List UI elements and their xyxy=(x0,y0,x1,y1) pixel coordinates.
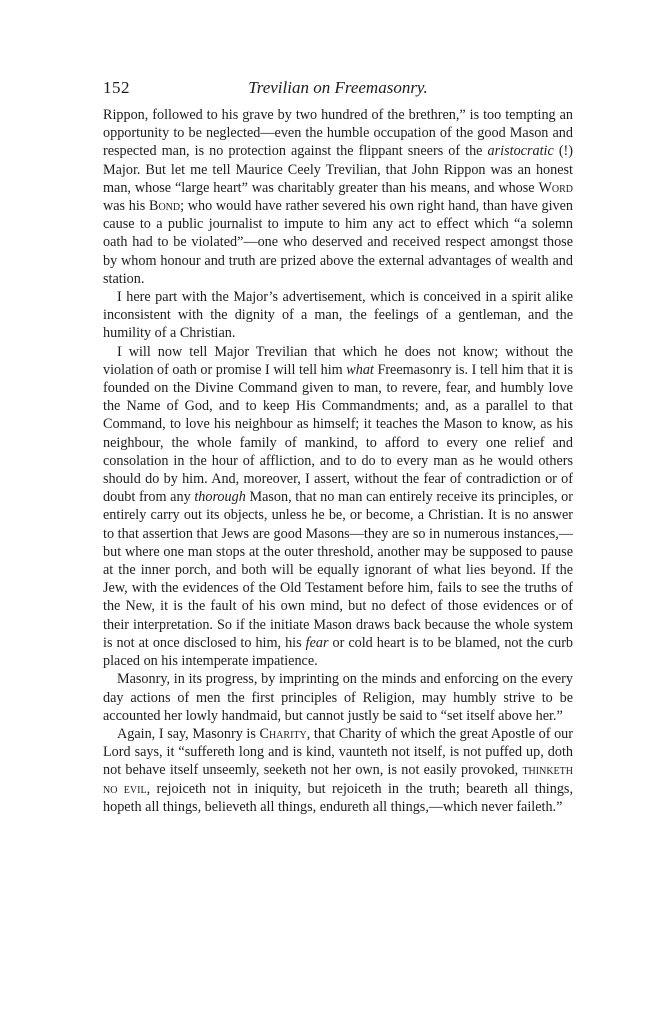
italic-text: what xyxy=(346,361,374,378)
text-run: ; who would have rather severed his own right hand, than have given cause to a public journalist to impute to him any act to effect which “a solemn oath had to be violated”—one who deserved and received respect amongst those by whom honour and truth are prized above the external advantages of wealth and station. xyxy=(103,198,574,287)
italic-text: aristocratic xyxy=(487,143,554,160)
paragraph xyxy=(103,725,573,816)
body-text xyxy=(103,106,573,816)
text-run: I here part with the Major’s advertisement, which is conceived in a spirit alike inconsistent with the dignity of a man, the feelings of a gentleman, and the humility of a Christian. xyxy=(103,289,573,342)
text-run: Rippon, followed to his grave by two hundred of the brethren,” is too tempting an opportunity to be neglected—even the humble occupation of the good Mason and respected man, is no protection against the flippant sneers of the xyxy=(103,107,573,160)
text-run: , that Charity of which the great Apostle of our Lord says, it “suffereth long and is kind, vaunteth not itself, is not puffed up, doth not behave itself unseemly, seeketh not her own, is not easily provoked, xyxy=(103,725,573,779)
italic-text: thorough xyxy=(194,489,246,506)
paragraph xyxy=(103,288,573,343)
page-number: 152 xyxy=(103,78,130,97)
book-page xyxy=(103,78,573,816)
small-caps-text: Word xyxy=(538,179,573,196)
text-run: Mason, that no man can entirely receive its principles, or entirely carry out its objects, unless he be, or become, a Christian. It is no answer to that assertion that Jews are good Masons—they are so in numerous instances,—but where one man stops at the outer threshold, another may be supposed to pause at the inner porch, and both will be equally ignorant of what lies beyond. If the Jew, with the evidences of the Old Testament before him, fails to see the truths of the New, it is the fault of his own mind, but no defect of those evidences or of their interpretation. So if the initiate Mason draws back because the whole system is not at once disclosed to him, his xyxy=(103,489,573,651)
text-run: , rejoiceth not in iniquity, but rejoiceth in the truth; beareth all things, hopeth all things, believeth all things, endureth all things,—which never faileth.” xyxy=(103,780,573,815)
small-caps-text: thinketh no evil xyxy=(103,762,573,797)
text-run: Freemasonry is. I tell him that it is founded on the Divine Command given to man, to revere, fear, and humbly love the Name of God, and to keep His Commandments; and, as a parallel to that Command, to love his neighbour as himself; it teaches the Mason to know, as his neighbour, the whole family of mankind, to afford to every one relief and consolation in the hour of affliction, and to do to every man as he would others should do by him. And, moreover, I assert, without the fear of contradiction or of doubt from any xyxy=(103,361,573,506)
paragraph xyxy=(103,670,573,725)
text-run: Masonry, in its progress, by imprinting on the minds and enforcing on the every day actions of men the first principles of Religion, may humbly strive to be accounted her lowly handmaid, but cannot justly be said to “set itself above her.” xyxy=(103,671,573,724)
text-run: (!) Major. But let me tell Maurice Ceely Trevilian, that John Rippon was an honest man, whose “large heart” was charitably greater than his means, and whose xyxy=(103,143,573,196)
text-run: was his xyxy=(103,198,149,215)
text-run: I will now tell Major Trevilian that which he does not know; without the violation of oath or promise I will tell him xyxy=(103,343,573,378)
italic-text: fear xyxy=(305,634,329,651)
small-caps-text: Charity xyxy=(259,725,307,742)
small-caps-text: Bond xyxy=(149,198,181,215)
text-run: or cold heart is to be blamed, not the curb placed on his intemperate impatience. xyxy=(103,634,574,670)
running-title: Trevilian on Freemasonry. xyxy=(248,78,428,97)
page-header xyxy=(103,78,573,102)
paragraph xyxy=(103,343,573,671)
text-run: Again, I say, Masonry is xyxy=(117,725,260,742)
paragraph xyxy=(103,106,573,288)
